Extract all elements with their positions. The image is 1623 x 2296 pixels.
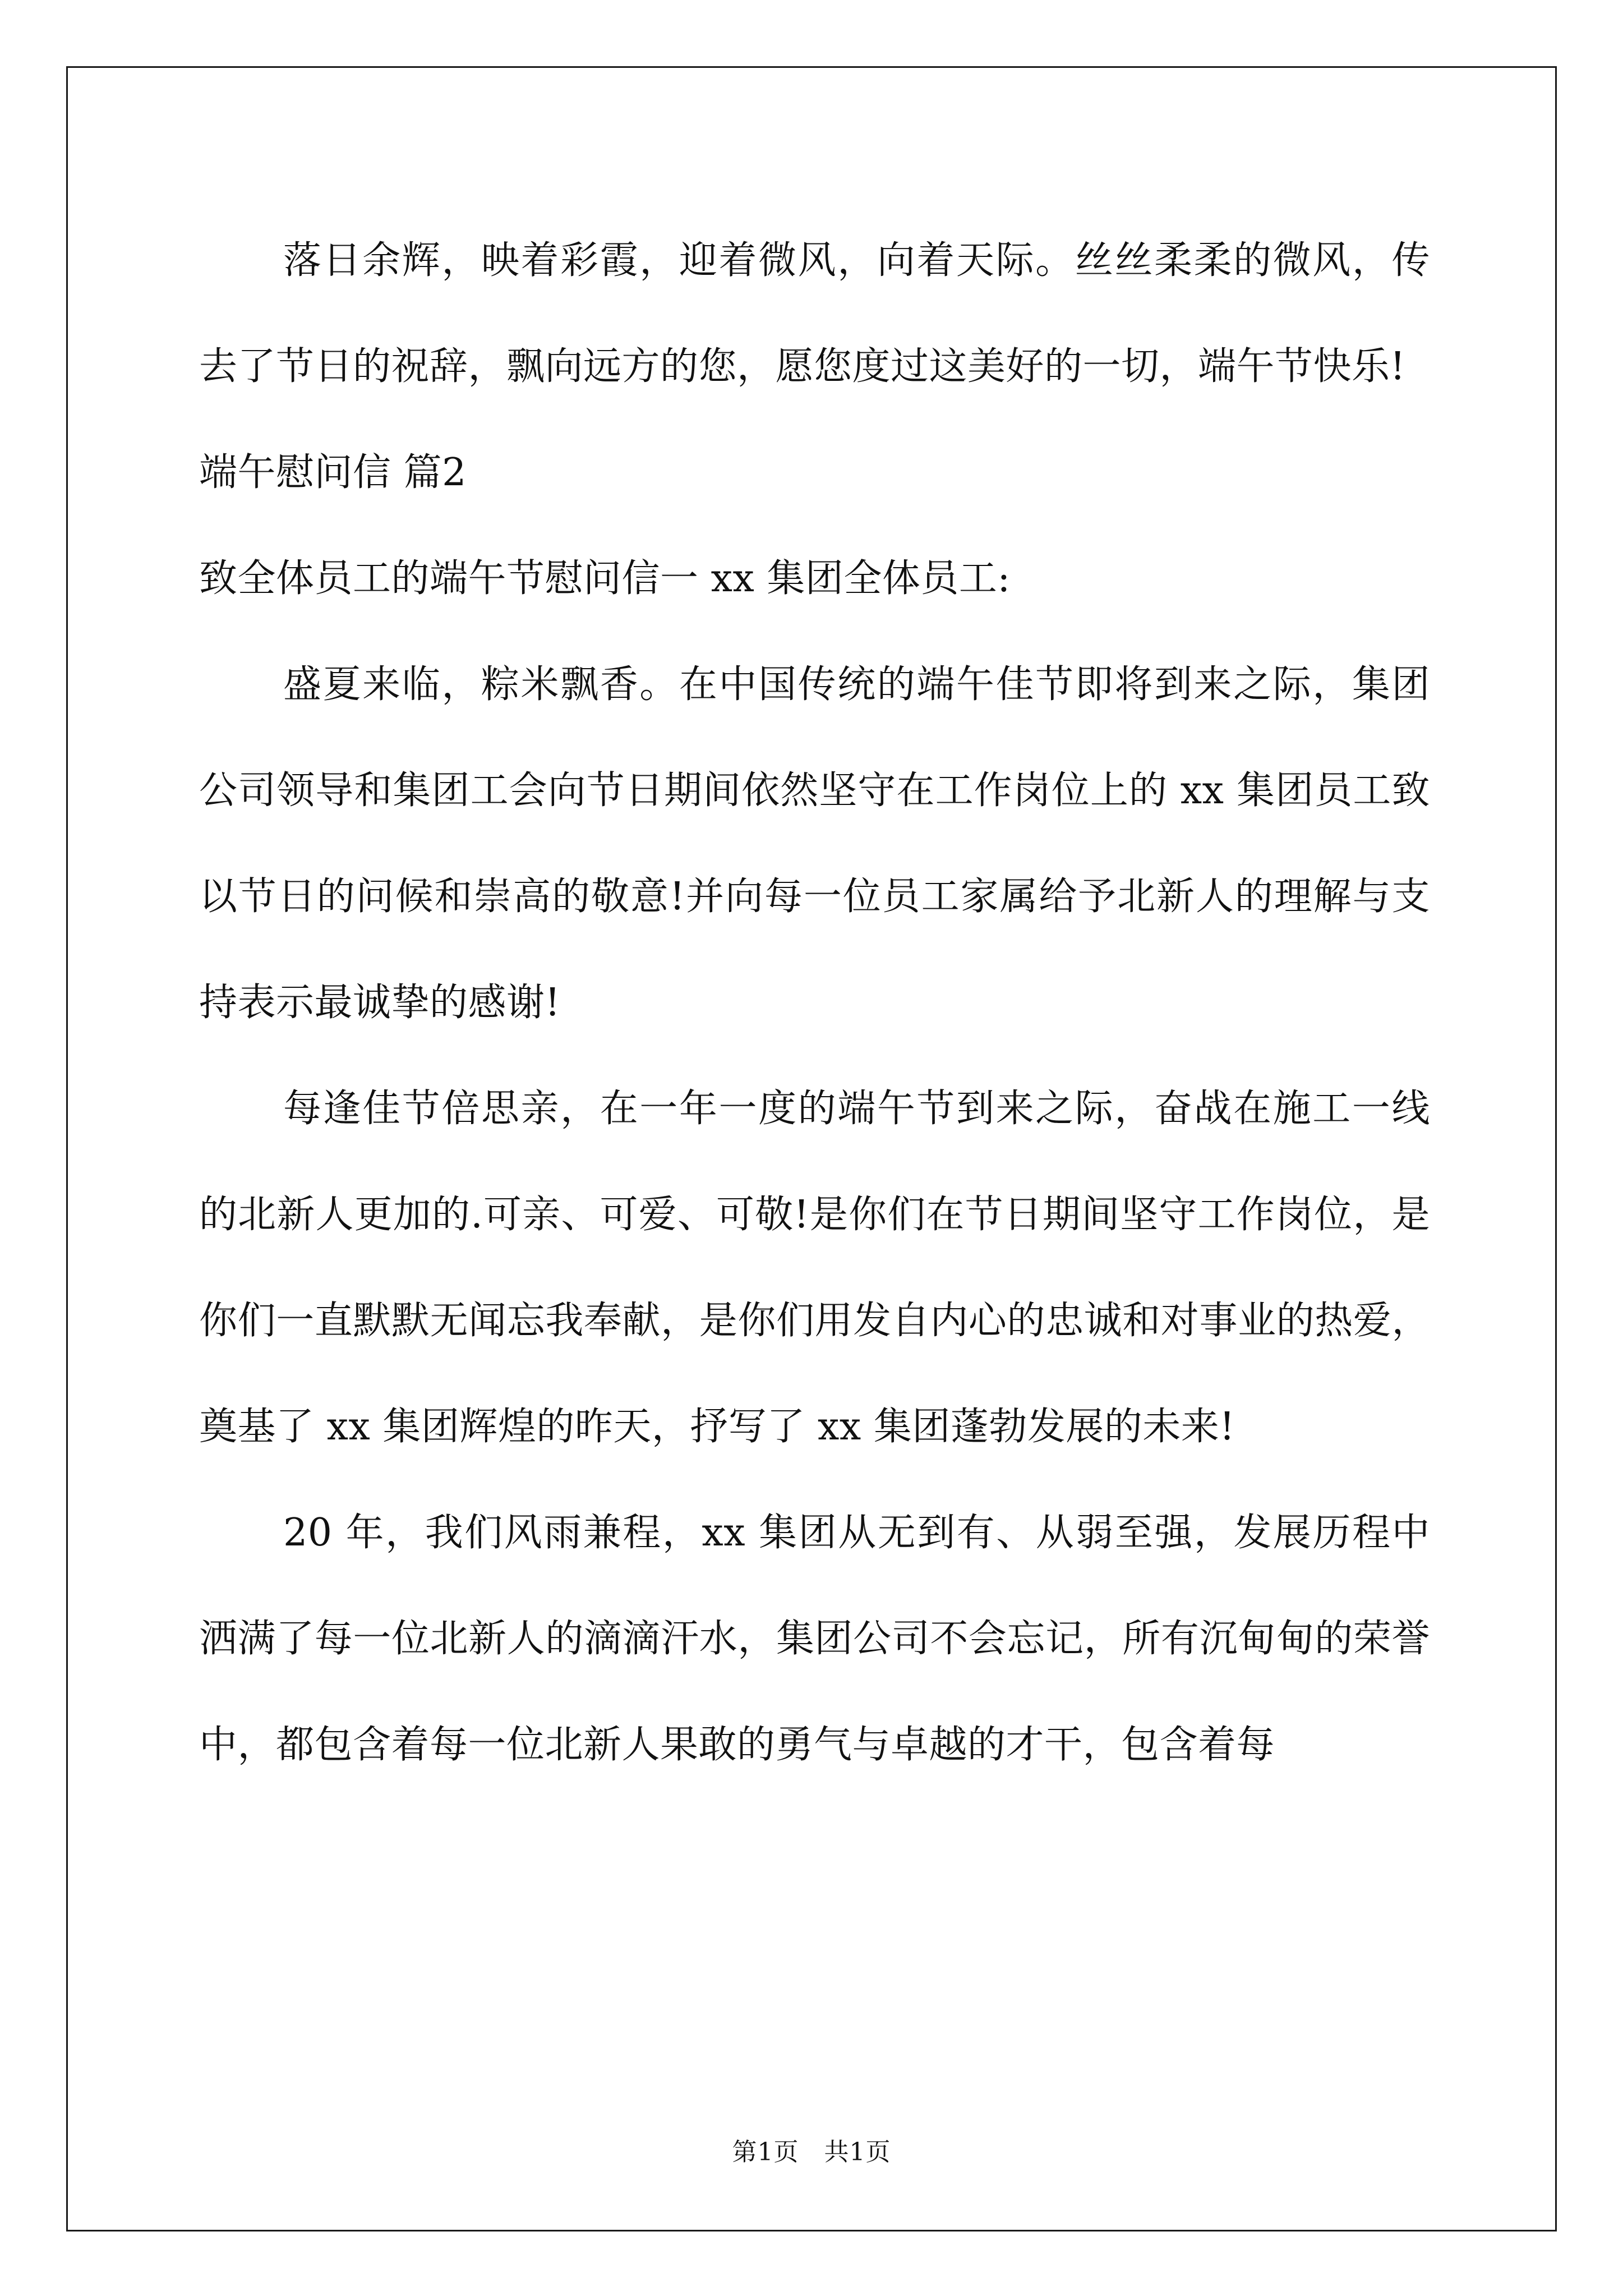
paragraph-history: 20 年，我们风雨兼程，xx 集团从无到有、从弱至强，发展历程中洒满了每一位北新人的滴滴汗水，集团公司不会忘记，所有沉甸甸的荣誉中，都包含着每一位北新人果敢的勇气与卓越的才干，包含着每 [199,1511,1430,1767]
document-body [199,208,1430,1798]
paragraph-closing-wishes: 落日余辉，映着彩霞，迎着微风，向着天际。丝丝柔柔的微风，传去了节日的祝辞，飘向远方的您，愿您度过这美好的一切，端午节快乐! [199,238,1430,389]
paragraph-appreciation: 每逢佳节倍思亲，在一年一度的端午节到来之际，奋战在施工一线的北新人更加的.可亲、可爱、可敬!是你们在节日期间坚守工作岗位，是你们一直默默无闻忘我奉献，是你们用发自内心的忠诚和对事业的热爱，奠基了 xx 集团辉煌的昨天，抒写了 xx 集团蓬勃发展的未来! [199,1087,1430,1449]
paragraph-greeting: 盛夏来临，粽米飘香。在中国传统的端午佳节即将到来之际，集团公司领导和集团工会向节日期间依然坚守在工作岗位上的 xx 集团员工致以节日的问候和崇高的敬意!并向每一位员工家属给予北新人的理解与支持表示最诚挚的感谢! [199,662,1430,1025]
section-heading: 端午慰问信 篇2 [199,450,467,495]
page-number-footer: 第1页 共1页 [732,2138,891,2166]
letter-salutation: 致全体员工的端午节慰问信一 xx 集团全体员工: [199,556,1011,601]
